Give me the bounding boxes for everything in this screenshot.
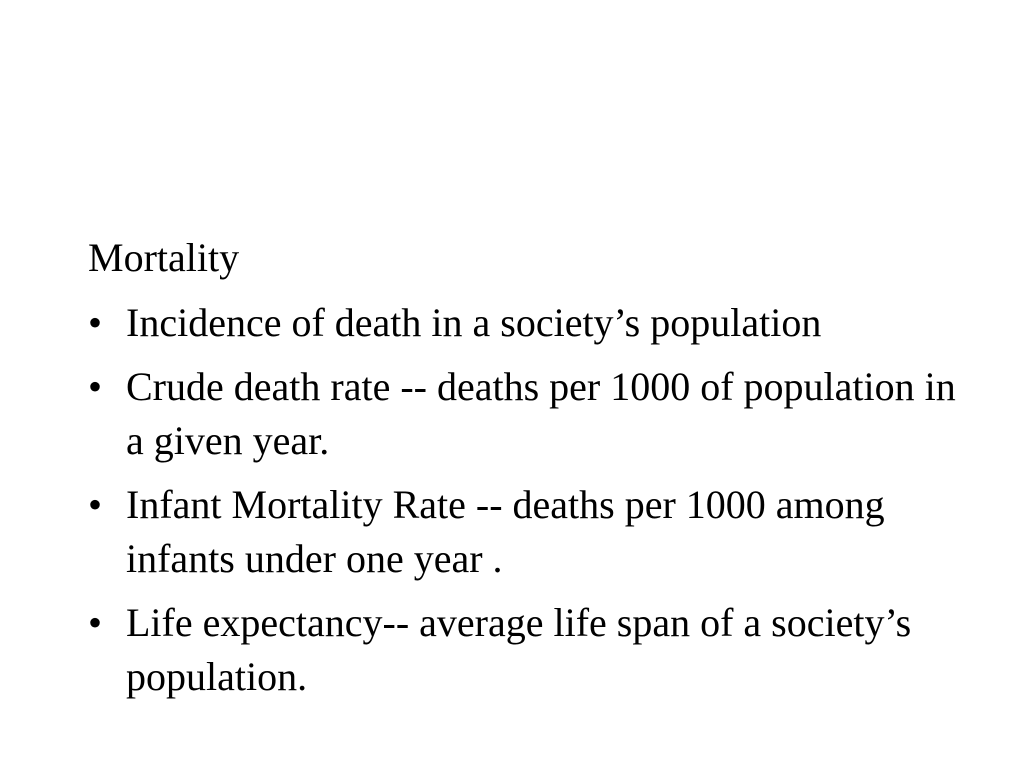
bullet-list: [88, 296, 968, 704]
slide-body: [88, 234, 968, 714]
bullet-text: Infant Mortality Rate -- deaths per 1000 among infants under one year .: [126, 482, 885, 581]
bullet-icon: •: [88, 482, 103, 527]
bullet-icon: •: [88, 300, 103, 345]
bullet-item: [88, 360, 968, 468]
bullet-item: [88, 596, 968, 704]
bullet-icon: •: [88, 364, 103, 409]
bullet-text: Incidence of death in a society’s population: [126, 300, 822, 345]
bullet-text: Life expectancy-- average life span of a society’s population.: [126, 600, 912, 699]
slide-heading: Mortality: [88, 235, 240, 280]
bullet-item: [88, 296, 968, 350]
bullet-item: [88, 478, 968, 586]
bullet-icon: •: [88, 600, 103, 645]
bullet-text: Crude death rate -- deaths per 1000 of population in a given year.: [126, 364, 956, 463]
